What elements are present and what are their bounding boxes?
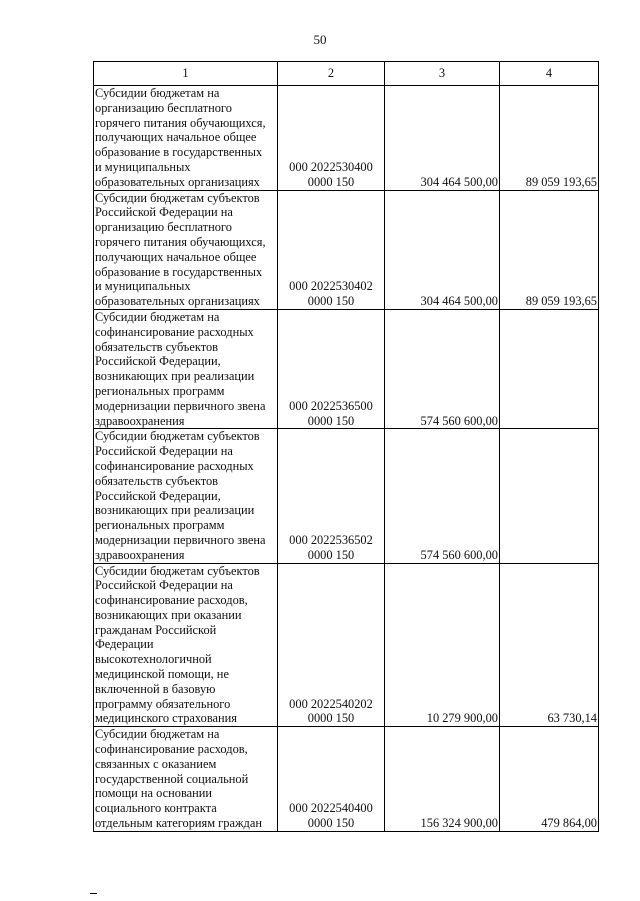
description-line: Российской Федерации на [95,205,233,220]
description-line: модернизации первичного звена [95,532,266,547]
description-line: здравоохранения [95,547,185,562]
row-amount-col4 [500,309,599,428]
row-amount-col3: 304 464 500,00 [385,86,500,191]
description-line: государственной социальной [95,771,249,786]
row-description [94,309,278,428]
description-line: медицинского страхования [95,711,237,726]
description-line: Субсидии бюджетам на [95,86,220,100]
description-line: Субсидии бюджетам субъектов [95,429,260,444]
description-line: софинансирование расходов, [95,593,248,608]
description-line: софинансирование расходов, [95,742,248,757]
row-code [278,86,385,191]
code-line: 000 2022530402 [289,279,373,294]
description-line: отдельным категориям граждан [95,816,262,831]
description-line: программу обязательного [95,696,231,711]
description-line: образовательных организациях [95,294,260,309]
code-line: 000 2022540400 [289,801,373,816]
row-amount-col3: 304 464 500,00 [385,190,500,309]
code-line: 000 2022530400 [289,159,373,174]
column-header: 1 [94,62,278,86]
table-row [94,309,599,428]
description-line: модернизации первичного звена [95,398,266,413]
code-line: 000 2022536502 [289,532,373,547]
description-line: образование в государственных [95,264,263,279]
description-line: Федерации [95,637,154,652]
column-header: 2 [278,62,385,86]
description-line: возникающих при оказании [95,607,242,622]
row-amount-col4: 479 864,00 [500,727,599,832]
code-line: 000 2022540202 [289,696,373,711]
column-header: 4 [500,62,599,86]
row-code [278,309,385,428]
row-amount-col4: 89 059 193,65 [500,190,599,309]
description-line: софинансирование расходных [95,458,254,473]
budget-table [93,61,599,832]
description-line: гражданам Российской [95,622,217,637]
row-code [278,429,385,563]
description-line: Российской Федерации на [95,578,233,593]
code-line: 0000 150 [307,294,355,309]
description-line: возникающих при реализации [95,503,255,518]
row-amount-col3: 574 560 600,00 [385,309,500,428]
row-description [94,190,278,309]
code-line: 0000 150 [307,711,355,726]
description-line: организацию бесплатного [95,220,232,235]
row-code [278,727,385,832]
description-line: обязательств субъектов [95,339,218,354]
description-line: связанных с оказанием [95,756,217,771]
header-row [94,62,599,86]
description-line: Субсидии бюджетам субъектов [95,563,260,578]
code-line: 0000 150 [307,413,355,428]
description-line: и муниципальных [95,279,191,294]
description-line: Субсидии бюджетам субъектов [95,190,260,205]
table-row [94,563,599,727]
description-line: получающих начальное общее [95,130,257,145]
row-amount-col4: 63 730,14 [500,563,599,727]
description-line: возникающих при реализации [95,369,255,384]
column-header: 3 [385,62,500,86]
row-code [278,563,385,727]
footer-dash [90,893,97,894]
description-line: софинансирование расходных [95,324,254,339]
description-line: Субсидии бюджетам на [95,727,220,742]
description-line: образование в государственных [95,145,263,160]
description-line: включенной в базовую [95,681,216,696]
code-line: 0000 150 [307,174,355,189]
row-amount-col3: 574 560 600,00 [385,429,500,563]
description-line: здравоохранения [95,413,185,428]
row-description [94,86,278,191]
description-line: образовательных организациях [95,174,260,189]
description-line: обязательств субъектов [95,473,218,488]
row-description [94,727,278,832]
row-amount-col4 [500,429,599,563]
description-line: горячего питания обучающихся, [95,115,266,130]
description-line: социального контракта [95,801,217,816]
code-line: 000 2022536500 [289,398,373,413]
description-line: региональных программ [95,383,225,398]
table-row [94,727,599,832]
description-line: региональных программ [95,518,225,533]
table-row [94,86,599,191]
code-line: 0000 150 [307,547,355,562]
description-line: помощи на основании [95,786,213,801]
description-line: организацию бесплатного [95,100,232,115]
table-row [94,190,599,309]
row-description [94,429,278,563]
page-number: 50 [313,32,327,47]
description-line: горячего питания обучающихся, [95,234,266,249]
description-line: высокотехнологичной [95,652,212,667]
row-amount-col3: 156 324 900,00 [385,727,500,832]
description-line: медицинской помощи, не [95,667,229,682]
description-line: Российской Федерации, [95,488,221,503]
row-amount-col3: 10 279 900,00 [385,563,500,727]
description-line: Российской Федерации, [95,354,221,369]
code-line: 0000 150 [307,816,355,831]
description-line: получающих начальное общее [95,249,257,264]
description-line: Субсидии бюджетам на [95,309,220,324]
description-line: и муниципальных [95,159,191,174]
description-line: Российской Федерации на [95,444,233,459]
row-code [278,190,385,309]
row-description [94,563,278,727]
row-amount-col4: 89 059 193,65 [500,86,599,191]
table-row [94,429,599,563]
